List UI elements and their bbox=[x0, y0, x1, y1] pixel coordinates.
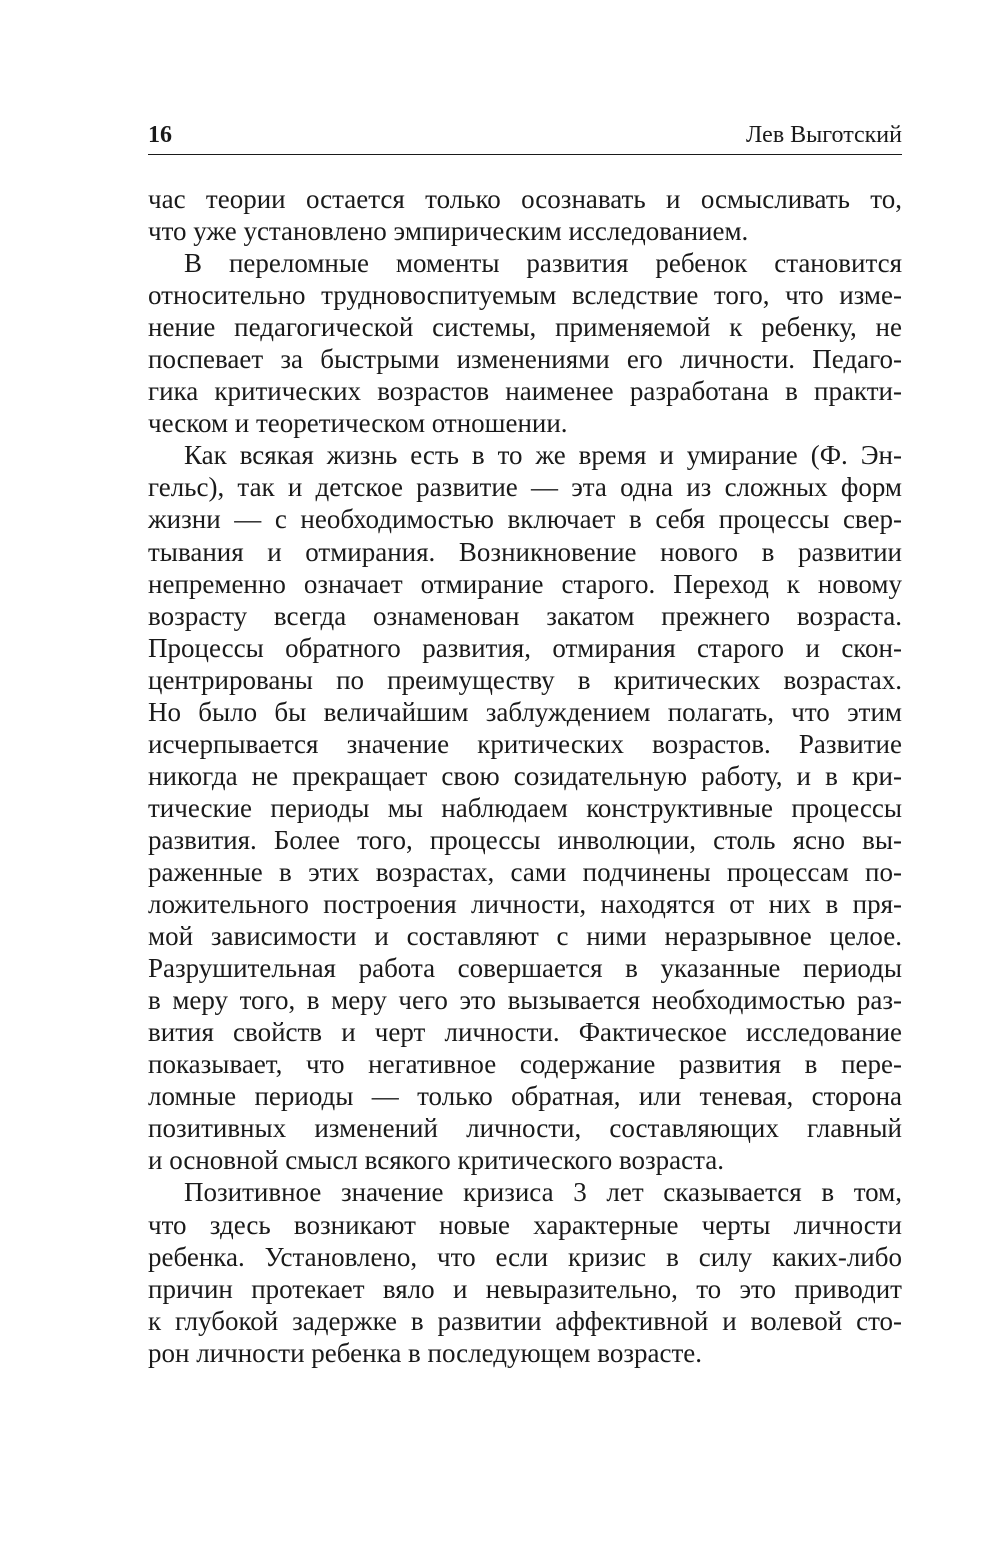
paragraph-line: в меру того, в меру чего это вызывается необходимостью раз- bbox=[148, 985, 902, 1016]
paragraph-line: вития свойств и черт личности. Фактическое исследование bbox=[148, 1017, 902, 1048]
paragraph-line: развития. Более того, процессы инволюции, столь ясно вы- bbox=[148, 824, 902, 855]
paragraph-line: Но было бы величайшим заблуждением полагать, что этим bbox=[148, 696, 902, 727]
paragraph-line: Разрушительная работа совершается в указанные периоды bbox=[148, 953, 902, 984]
paragraph-line: ложительного построения личности, находятся от них в пря- bbox=[148, 889, 902, 920]
running-header bbox=[148, 118, 902, 155]
paragraph-line: Позитивное значение кризиса 3 лет сказывается в том, bbox=[184, 1177, 902, 1208]
paragraph-line: рон личности ребенка в последующем возрасте. bbox=[148, 1337, 703, 1368]
paragraph-line: к глубокой задержке в развитии аффективной и волевой сто- bbox=[148, 1305, 902, 1336]
paragraph-line: причин протекает вяло и невыразительно, то это приводит bbox=[148, 1273, 902, 1304]
paragraph-line: ломные периоды — только обратная, или теневая, сторона bbox=[148, 1081, 902, 1112]
paragraph-line: ческом и теоретическом отношении. bbox=[148, 408, 568, 439]
paragraph-line: Процессы обратного развития, отмирания старого и скон- bbox=[148, 632, 902, 663]
paragraph-line: возрасту всегда ознаменован закатом прежнего возраста. bbox=[148, 600, 902, 631]
paragraph-line: что уже установлено эмпирическим исследованием. bbox=[148, 216, 749, 247]
paragraph-line: относительно трудновоспитуемым вследствие того, что изме- bbox=[148, 280, 902, 311]
paragraph-line: поспевает за быстрыми изменениями его личности. Педаго- bbox=[148, 344, 902, 375]
paragraph-line: нение педагогической системы, применяемой к ребенку, не bbox=[148, 312, 902, 343]
paragraph-line: жизни — с необходимостью включает в себя процессы свер- bbox=[148, 504, 902, 535]
paragraph-line: раженные в этих возрастах, сами подчинены процессам по- bbox=[148, 856, 902, 887]
paragraph-line: тические периоды мы наблюдаем конструктивные процессы bbox=[148, 792, 902, 823]
paragraph-line: мой зависимости и составляют с ними неразрывное целое. bbox=[148, 921, 902, 952]
paragraph-line: что здесь возникают новые характерные черты личности bbox=[148, 1209, 902, 1240]
paragraph-line: непременно означает отмирание старого. Переход к новому bbox=[148, 568, 902, 599]
paragraph-line: Как всякая жизнь есть в то же время и умирание (Ф. Эн- bbox=[184, 440, 902, 471]
paragraph-line: никогда не прекращает свою созидательную работу, и в кри- bbox=[148, 760, 902, 791]
paragraph-line: показывает, что негативное содержание развития в пере- bbox=[148, 1049, 902, 1080]
paragraph-line: гика критических возрастов наименее разработана в практи- bbox=[148, 376, 902, 407]
paragraph-line: тывания и отмирания. Возникновение нового в развитии bbox=[148, 536, 902, 567]
paragraph-line: исчерпывается значение критических возрастов. Развитие bbox=[148, 728, 902, 759]
paragraph-line: гельс), так и детское развитие — эта одна из сложных форм bbox=[148, 472, 902, 503]
paragraph-line: и основной смысл всякого критического возраста. bbox=[148, 1145, 725, 1176]
paragraph-line: центрированы по преимуществу в критических возрастах. bbox=[148, 664, 902, 695]
paragraph-line: ребенка. Установлено, что если кризис в силу каких-либо bbox=[148, 1241, 902, 1272]
running-title: Лев Выготский bbox=[746, 122, 902, 148]
paragraph-line: В переломные моменты развития ребенок становится bbox=[184, 248, 902, 279]
paragraph-line: час теории остается только осознавать и осмысливать то, bbox=[148, 184, 902, 214]
body-text bbox=[148, 183, 902, 1369]
page-number: 16 bbox=[148, 122, 172, 148]
paragraph-line: позитивных изменений личности, составляющих главный bbox=[148, 1113, 902, 1144]
